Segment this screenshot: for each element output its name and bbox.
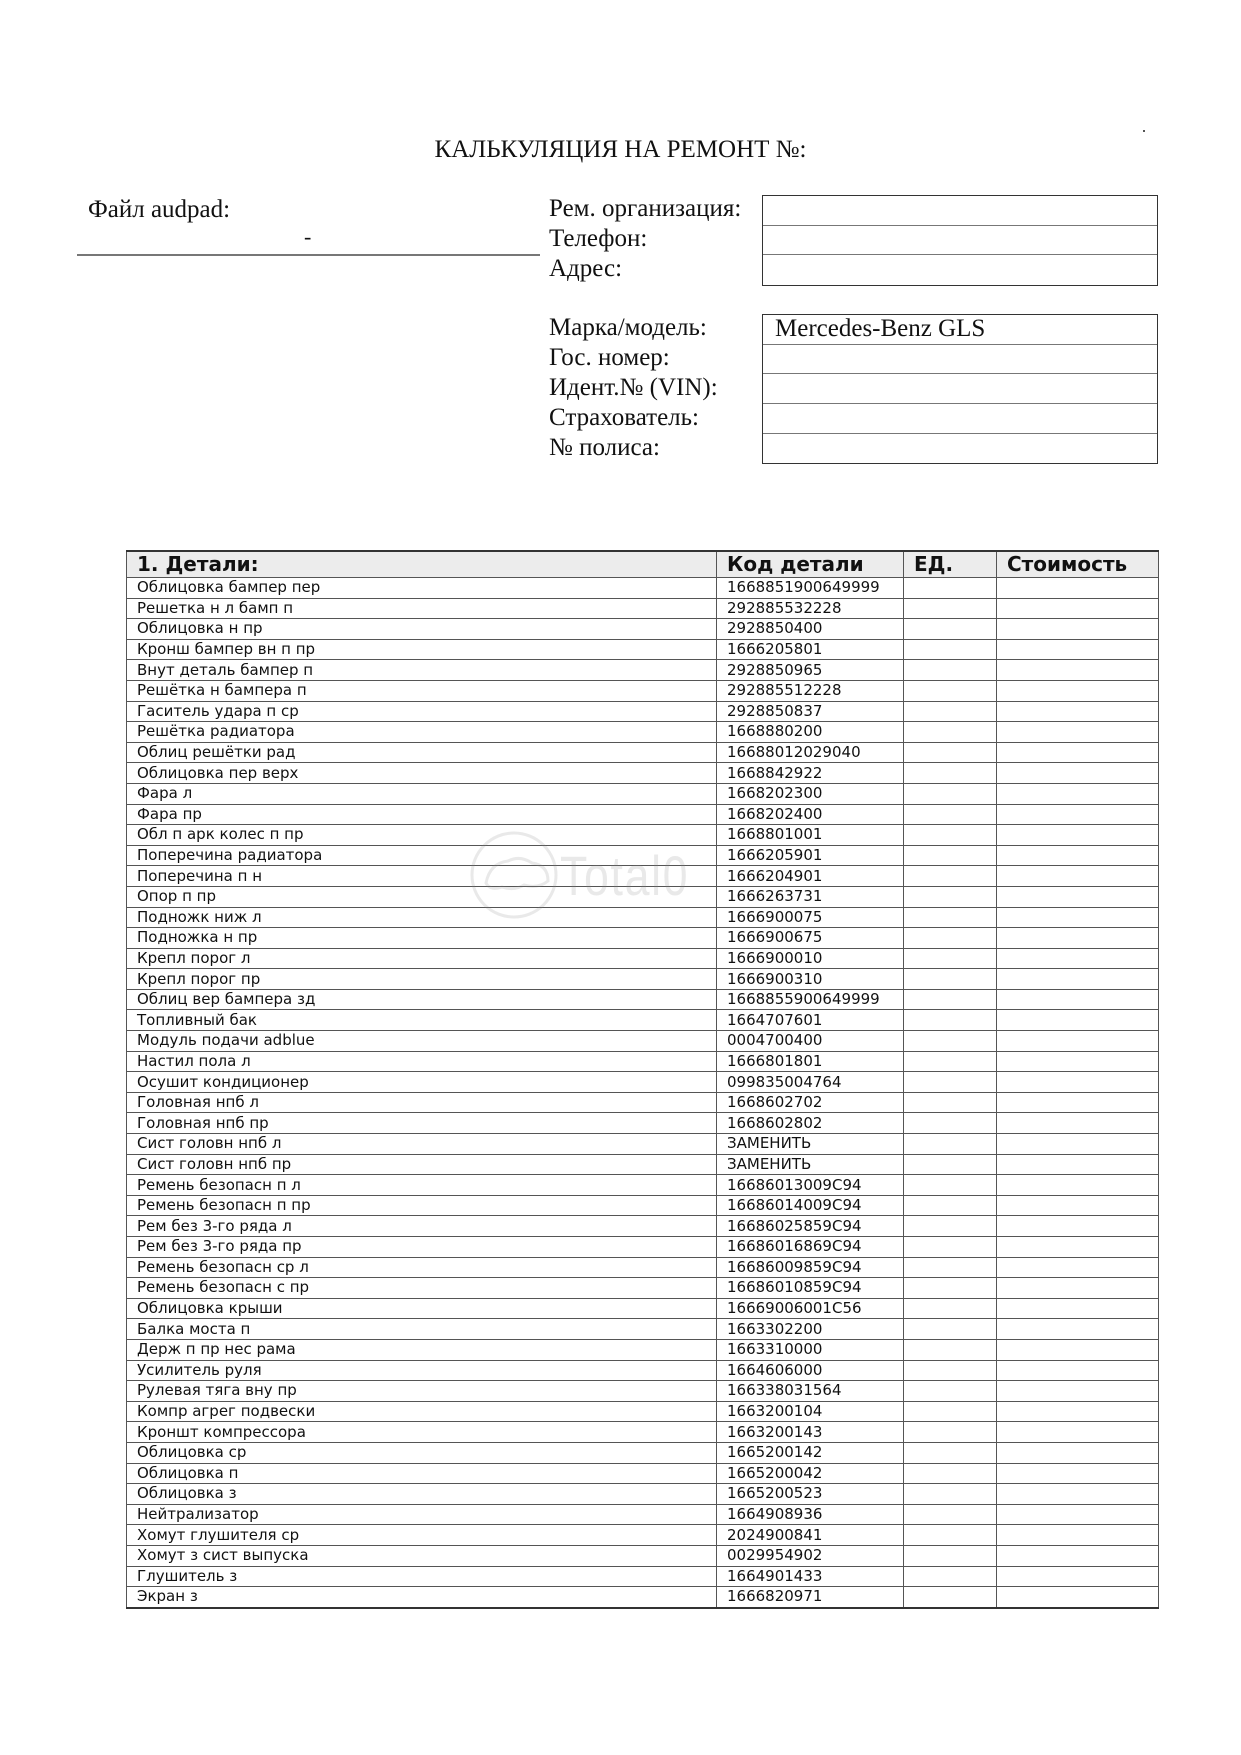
part-name-cell: Решетка н л бамп п — [127, 598, 717, 619]
part-name-cell: Облиц вер бампера зд — [127, 989, 717, 1010]
part-name-cell: Решётка радиатора — [127, 722, 717, 743]
part-code-cell: 16686010859C94 — [717, 1278, 904, 1299]
part-name-cell: Подножка н пр — [127, 928, 717, 949]
part-code-cell: 1666900075 — [717, 907, 904, 928]
part-code-cell: ЗАМЕНИТЬ — [717, 1134, 904, 1155]
cost-cell[interactable] — [997, 1319, 1159, 1340]
unit-cell[interactable] — [904, 701, 997, 722]
part-code-cell: 1666900010 — [717, 948, 904, 969]
cost-cell[interactable] — [997, 742, 1159, 763]
table-row — [127, 598, 1159, 619]
table-row — [127, 928, 1159, 949]
unit-cell[interactable] — [904, 1566, 997, 1587]
part-name-cell: Ремень безопасн ср л — [127, 1257, 717, 1278]
unit-cell[interactable] — [904, 680, 997, 701]
part-code-cell: 166338031564 — [717, 1381, 904, 1402]
part-code-cell: 1666900675 — [717, 928, 904, 949]
part-code-cell: 0004700400 — [717, 1031, 904, 1052]
part-name-cell: Хомут глушителя ср — [127, 1525, 717, 1546]
part-name-cell: Подножк ниж л — [127, 907, 717, 928]
cost-cell[interactable] — [997, 1401, 1159, 1422]
part-code-cell: 1663302200 — [717, 1319, 904, 1340]
cost-cell[interactable] — [997, 1113, 1159, 1134]
table-header-row — [127, 551, 1159, 578]
table-row — [127, 886, 1159, 907]
part-code-cell: 2928850400 — [717, 619, 904, 640]
cost-cell[interactable] — [997, 1442, 1159, 1463]
part-code-cell: 1665200523 — [717, 1484, 904, 1505]
label-vin: Идент.№ (VIN): — [549, 374, 718, 401]
part-code-cell: 1666205801 — [717, 639, 904, 660]
vehicle-labels — [549, 313, 718, 463]
cost-cell[interactable] — [997, 1237, 1159, 1258]
part-name-cell: Опор п пр — [127, 886, 717, 907]
part-code-cell: 2928850837 — [717, 701, 904, 722]
repair-org-labels — [549, 194, 741, 284]
table-row — [127, 1051, 1159, 1072]
part-name-cell: Ремень безопасн п пр — [127, 1195, 717, 1216]
part-name-cell: Нейтрализатор — [127, 1504, 717, 1525]
part-name-cell: Кронш бампер вн п пр — [127, 639, 717, 660]
part-code-cell: 1668851900649999 — [717, 578, 904, 599]
cost-cell[interactable] — [997, 1134, 1159, 1155]
parts-table-body — [127, 578, 1159, 1608]
part-name-cell: Облицовка п — [127, 1463, 717, 1484]
part-code-cell: 16686009859C94 — [717, 1257, 904, 1278]
unit-cell[interactable] — [904, 619, 997, 640]
address-field[interactable] — [763, 255, 1157, 285]
table-row — [127, 804, 1159, 825]
unit-cell[interactable] — [904, 1051, 997, 1072]
part-code-cell: 1668880200 — [717, 722, 904, 743]
cost-cell[interactable] — [997, 722, 1159, 743]
table-row — [127, 1442, 1159, 1463]
unit-cell[interactable] — [904, 928, 997, 949]
part-code-cell: 1666263731 — [717, 886, 904, 907]
part-name-cell: Ремень безопасн с пр — [127, 1278, 717, 1299]
part-name-cell: Поперечина радиатора — [127, 845, 717, 866]
part-name-cell: Облицовка пер верх — [127, 763, 717, 784]
part-name-cell: Модуль подачи adblue — [127, 1031, 717, 1052]
table-row — [127, 619, 1159, 640]
file-value: - — [304, 224, 312, 249]
part-code-cell: 1665200042 — [717, 1463, 904, 1484]
part-name-cell: Балка моста п — [127, 1319, 717, 1340]
cost-cell[interactable] — [997, 1072, 1159, 1093]
part-code-cell: 2928850965 — [717, 660, 904, 681]
table-row — [127, 1031, 1159, 1052]
cost-cell[interactable] — [997, 1484, 1159, 1505]
part-name-cell: Кроншт компрессора — [127, 1422, 717, 1443]
label-make-model: Марка/модель: — [549, 314, 707, 341]
part-code-cell: 1664606000 — [717, 1360, 904, 1381]
part-code-cell: 099835004764 — [717, 1072, 904, 1093]
table-row — [127, 701, 1159, 722]
cost-cell[interactable] — [997, 845, 1159, 866]
unit-cell[interactable] — [904, 1134, 997, 1155]
unit-cell[interactable] — [904, 1442, 997, 1463]
cost-cell[interactable] — [997, 1195, 1159, 1216]
part-name-cell: Фара л — [127, 783, 717, 804]
label-repair-org: Рем. организация: — [549, 195, 742, 222]
repair-org-field[interactable] — [763, 196, 1157, 226]
table-row — [127, 763, 1159, 784]
corner-mark — [1143, 130, 1145, 132]
header-unit: ЕД. — [904, 551, 997, 578]
cost-cell[interactable] — [997, 1422, 1159, 1443]
cost-cell[interactable] — [997, 886, 1159, 907]
part-name-cell: Хомут з сист выпуска — [127, 1545, 717, 1566]
unit-cell[interactable] — [904, 1401, 997, 1422]
cost-cell[interactable] — [997, 969, 1159, 990]
table-row — [127, 866, 1159, 887]
part-name-cell: Фара пр — [127, 804, 717, 825]
table-row — [127, 1154, 1159, 1175]
part-code-cell: 1666900310 — [717, 969, 904, 990]
part-name-cell: Гаситель удара п ср — [127, 701, 717, 722]
table-row — [127, 722, 1159, 743]
part-name-cell: Поперечина п н — [127, 866, 717, 887]
cost-cell[interactable] — [997, 701, 1159, 722]
part-code-cell: 16688012029040 — [717, 742, 904, 763]
cost-cell[interactable] — [997, 1051, 1159, 1072]
unit-cell[interactable] — [904, 783, 997, 804]
table-row — [127, 680, 1159, 701]
parts-table — [126, 550, 1159, 1609]
unit-cell[interactable] — [904, 722, 997, 743]
table-row — [127, 1134, 1159, 1155]
part-name-cell: Головная нпб пр — [127, 1113, 717, 1134]
part-name-cell: Ремень безопасн п л — [127, 1175, 717, 1196]
table-row — [127, 1175, 1159, 1196]
unit-cell[interactable] — [904, 660, 997, 681]
cost-cell[interactable] — [997, 928, 1159, 949]
cost-cell[interactable] — [997, 1175, 1159, 1196]
unit-cell[interactable] — [904, 825, 997, 846]
part-code-cell: 1666204901 — [717, 866, 904, 887]
part-code-cell: 1668855900649999 — [717, 989, 904, 1010]
table-row — [127, 1113, 1159, 1134]
part-code-cell: 1664908936 — [717, 1504, 904, 1525]
unit-cell[interactable] — [904, 1360, 997, 1381]
cost-cell[interactable] — [997, 1381, 1159, 1402]
part-code-cell: 16686013009C94 — [717, 1175, 904, 1196]
part-name-cell: Облицовка бампер пер — [127, 578, 717, 599]
cost-cell[interactable] — [997, 1278, 1159, 1299]
part-name-cell: Облицовка з — [127, 1484, 717, 1505]
table-row — [127, 1278, 1159, 1299]
unit-cell[interactable] — [904, 1484, 997, 1505]
cost-cell[interactable] — [997, 1587, 1159, 1608]
table-row — [127, 1566, 1159, 1587]
label-address: Адрес: — [549, 255, 623, 282]
table-row — [127, 1072, 1159, 1093]
unit-cell[interactable] — [904, 1525, 997, 1546]
unit-cell[interactable] — [904, 1092, 997, 1113]
table-row — [127, 1545, 1159, 1566]
cost-cell[interactable] — [997, 763, 1159, 784]
unit-cell[interactable] — [904, 907, 997, 928]
unit-cell[interactable] — [904, 804, 997, 825]
cost-cell[interactable] — [997, 948, 1159, 969]
part-code-cell: 1666205901 — [717, 845, 904, 866]
table-row — [127, 1237, 1159, 1258]
header-cost: Стоимость — [997, 551, 1159, 578]
part-name-cell: Облицовка н пр — [127, 619, 717, 640]
cost-cell[interactable] — [997, 639, 1159, 660]
part-code-cell: 2024900841 — [717, 1525, 904, 1546]
unit-cell[interactable] — [904, 1422, 997, 1443]
cost-cell[interactable] — [997, 783, 1159, 804]
part-name-cell: Сист головн нпб л — [127, 1134, 717, 1155]
part-code-cell: 16686025859C94 — [717, 1216, 904, 1237]
part-code-cell: ЗАМЕНИТЬ — [717, 1154, 904, 1175]
unit-cell[interactable] — [904, 1154, 997, 1175]
cost-cell[interactable] — [997, 598, 1159, 619]
table-row — [127, 907, 1159, 928]
part-name-cell: Осушит кондиционер — [127, 1072, 717, 1093]
part-name-cell: Облицовка ср — [127, 1442, 717, 1463]
table-row — [127, 1504, 1159, 1525]
table-row — [127, 578, 1159, 599]
vehicle-box — [762, 314, 1158, 464]
part-name-cell: Решётка н бампера п — [127, 680, 717, 701]
table-row — [127, 1525, 1159, 1546]
file-underline — [77, 254, 540, 256]
file-label: Файл audpad: — [88, 196, 231, 223]
cost-cell[interactable] — [997, 1525, 1159, 1546]
part-name-cell: Настил пола л — [127, 1051, 717, 1072]
unit-cell[interactable] — [904, 1339, 997, 1360]
part-code-cell: 1668801001 — [717, 825, 904, 846]
unit-cell[interactable] — [904, 845, 997, 866]
unit-cell[interactable] — [904, 969, 997, 990]
unit-cell[interactable] — [904, 1319, 997, 1340]
part-code-cell: 292885532228 — [717, 598, 904, 619]
unit-cell[interactable] — [904, 866, 997, 887]
part-name-cell: Сист головн нпб пр — [127, 1154, 717, 1175]
cost-cell[interactable] — [997, 804, 1159, 825]
part-name-cell: Облиц решётки рад — [127, 742, 717, 763]
table-row — [127, 1463, 1159, 1484]
unit-cell[interactable] — [904, 1113, 997, 1134]
part-code-cell: 1668602802 — [717, 1113, 904, 1134]
unit-cell[interactable] — [904, 1545, 997, 1566]
cost-cell[interactable] — [997, 660, 1159, 681]
table-row — [127, 1587, 1159, 1608]
part-code-cell: 1663200104 — [717, 1401, 904, 1422]
table-row — [127, 1381, 1159, 1402]
table-row — [127, 969, 1159, 990]
part-code-cell: 16686014009C94 — [717, 1195, 904, 1216]
part-name-cell: Обл п арк колес п пр — [127, 825, 717, 846]
table-row — [127, 1360, 1159, 1381]
cost-cell[interactable] — [997, 1545, 1159, 1566]
part-code-cell: 1664707601 — [717, 1010, 904, 1031]
unit-cell[interactable] — [904, 1278, 997, 1299]
phone-field[interactable] — [763, 226, 1157, 256]
table-row — [127, 1319, 1159, 1340]
unit-cell[interactable] — [904, 1031, 997, 1052]
part-code-cell: 16686016869C94 — [717, 1237, 904, 1258]
label-phone: Телефон: — [549, 225, 648, 252]
insured-field[interactable] — [763, 404, 1157, 434]
document-title: КАЛЬКУЛЯЦИЯ НА РЕМОНТ №: — [434, 136, 807, 163]
cost-cell[interactable] — [997, 1092, 1159, 1113]
cost-cell[interactable] — [997, 1566, 1159, 1587]
table-row — [127, 825, 1159, 846]
unit-cell[interactable] — [904, 1195, 997, 1216]
unit-cell[interactable] — [904, 1504, 997, 1525]
cost-cell[interactable] — [997, 1504, 1159, 1525]
part-name-cell: Внут деталь бампер п — [127, 660, 717, 681]
part-name-cell: Рулевая тяга вну пр — [127, 1381, 717, 1402]
table-row — [127, 742, 1159, 763]
part-name-cell: Усилитель руля — [127, 1360, 717, 1381]
cost-cell[interactable] — [997, 1298, 1159, 1319]
unit-cell[interactable] — [904, 639, 997, 660]
unit-cell[interactable] — [904, 948, 997, 969]
cost-cell[interactable] — [997, 907, 1159, 928]
cost-cell[interactable] — [997, 866, 1159, 887]
part-code-cell: 0029954902 — [717, 1545, 904, 1566]
unit-cell[interactable] — [904, 1216, 997, 1237]
unit-cell[interactable] — [904, 1463, 997, 1484]
label-insured: Страхователь: — [549, 404, 699, 431]
vin-field[interactable] — [763, 374, 1157, 404]
table-row — [127, 1092, 1159, 1113]
watermark-text: Total0 — [560, 844, 690, 907]
part-code-cell: 1668202300 — [717, 783, 904, 804]
plate-field[interactable] — [763, 345, 1157, 375]
unit-cell[interactable] — [904, 1072, 997, 1093]
part-name-cell: Рем без 3-го ряда пр — [127, 1237, 717, 1258]
part-code-cell: 1668202400 — [717, 804, 904, 825]
unit-cell[interactable] — [904, 1237, 997, 1258]
part-name-cell: Крепл порог л — [127, 948, 717, 969]
part-code-cell: 1663200143 — [717, 1422, 904, 1443]
part-name-cell: Крепл порог пр — [127, 969, 717, 990]
part-code-cell: 1666820971 — [717, 1587, 904, 1608]
unit-cell[interactable] — [904, 742, 997, 763]
table-row — [127, 660, 1159, 681]
unit-cell[interactable] — [904, 1257, 997, 1278]
table-row — [127, 1216, 1159, 1237]
part-code-cell: 1663310000 — [717, 1339, 904, 1360]
cost-cell[interactable] — [997, 1154, 1159, 1175]
part-name-cell: Компр агрег подвески — [127, 1401, 717, 1422]
unit-cell[interactable] — [904, 886, 997, 907]
part-code-cell: 1668842922 — [717, 763, 904, 784]
unit-cell[interactable] — [904, 598, 997, 619]
cost-cell[interactable] — [997, 1463, 1159, 1484]
unit-cell[interactable] — [904, 1381, 997, 1402]
table-row — [127, 1401, 1159, 1422]
cost-cell[interactable] — [997, 680, 1159, 701]
cost-cell[interactable] — [997, 1010, 1159, 1031]
unit-cell[interactable] — [904, 1010, 997, 1031]
table-row — [127, 783, 1159, 804]
policy-field[interactable] — [763, 434, 1157, 464]
table-row — [127, 1195, 1159, 1216]
table-row — [127, 1484, 1159, 1505]
cost-cell[interactable] — [997, 1257, 1159, 1278]
table-row — [127, 948, 1159, 969]
part-code-cell: 16669006001C56 — [717, 1298, 904, 1319]
table-row — [127, 845, 1159, 866]
part-code-cell: 1668602702 — [717, 1092, 904, 1113]
table-row — [127, 1010, 1159, 1031]
part-name-cell: Глушитель з — [127, 1566, 717, 1587]
unit-cell[interactable] — [904, 578, 997, 599]
table-row — [127, 639, 1159, 660]
label-plate: Гос. номер: — [549, 344, 670, 371]
table-row — [127, 989, 1159, 1010]
unit-cell[interactable] — [904, 763, 997, 784]
cost-cell[interactable] — [997, 989, 1159, 1010]
cost-cell[interactable] — [997, 619, 1159, 640]
unit-cell[interactable] — [904, 1587, 997, 1608]
table-row — [127, 1422, 1159, 1443]
cost-cell[interactable] — [997, 1031, 1159, 1052]
table-row — [127, 1298, 1159, 1319]
part-name-cell: Рем без 3-го ряда л — [127, 1216, 717, 1237]
part-code-cell: 292885512228 — [717, 680, 904, 701]
part-code-cell: 1665200142 — [717, 1442, 904, 1463]
cost-cell[interactable] — [997, 578, 1159, 599]
unit-cell[interactable] — [904, 1298, 997, 1319]
cost-cell[interactable] — [997, 825, 1159, 846]
cost-cell[interactable] — [997, 1339, 1159, 1360]
header-part-code: Код детали — [717, 551, 904, 578]
label-policy: № полиса: — [549, 434, 660, 461]
table-row — [127, 1257, 1159, 1278]
part-name-cell: Головная нпб л — [127, 1092, 717, 1113]
cost-cell[interactable] — [997, 1216, 1159, 1237]
unit-cell[interactable] — [904, 1175, 997, 1196]
part-name-cell: Экран з — [127, 1587, 717, 1608]
repair-org-box — [762, 195, 1158, 286]
cost-cell[interactable] — [997, 1360, 1159, 1381]
table-row — [127, 1339, 1159, 1360]
make-model-field[interactable]: Mercedes-Benz GLS — [763, 315, 1157, 345]
part-name-cell: Облицовка крыши — [127, 1298, 717, 1319]
part-name-cell: Держ п пр нес рама — [127, 1339, 717, 1360]
header-parts: 1. Детали: — [127, 551, 717, 578]
part-code-cell: 1666801801 — [717, 1051, 904, 1072]
unit-cell[interactable] — [904, 989, 997, 1010]
part-code-cell: 1664901433 — [717, 1566, 904, 1587]
part-name-cell: Топливный бак — [127, 1010, 717, 1031]
